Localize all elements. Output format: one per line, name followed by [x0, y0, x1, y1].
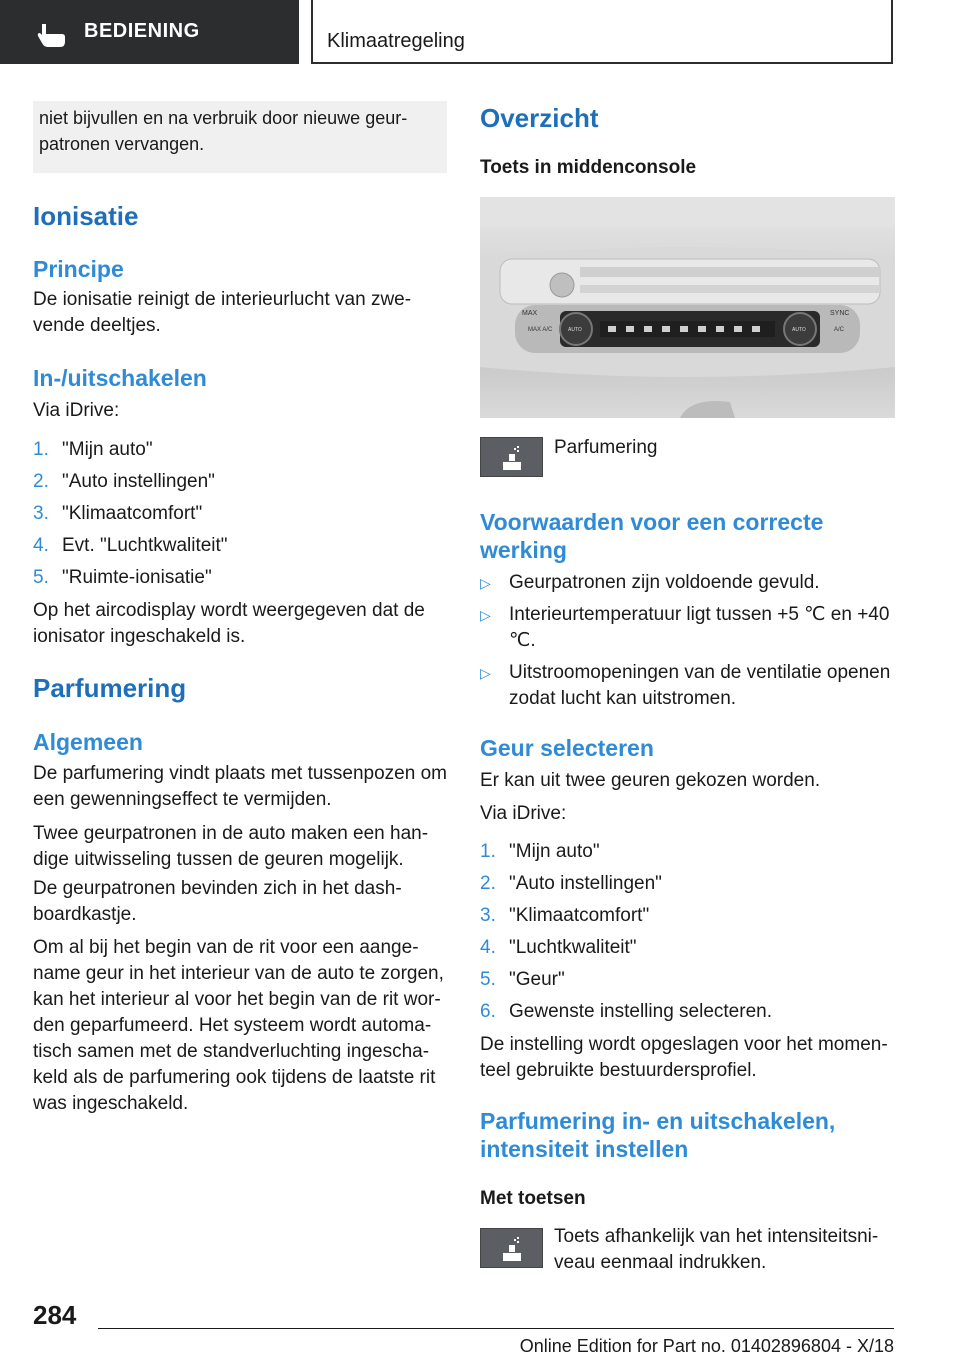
footer-edition: Online Edition for Part no. 01402896804 - X/18	[519, 1336, 894, 1356]
heading-toets-middenconsole: Toets in middenconsole	[480, 157, 697, 178]
heading-algemeen: Algemeen	[33, 729, 143, 755]
climate-control-photo	[480, 197, 895, 418]
ionisatie-result-text: Op het aircodisplay wordt weergegeven dat de ionisator ingeschakeld is.	[33, 600, 425, 647]
list-item: 5. "Geur"	[480, 969, 565, 990]
heading-voorwaarden: Voorwaarden voor een correcte werking	[480, 509, 824, 563]
heading-parfumering: Parfumering	[33, 673, 187, 703]
photo-label-ac: A/C	[834, 327, 845, 333]
triangle-bullet-icon: ▷	[480, 665, 491, 681]
section-label: BEDIENING	[84, 20, 200, 42]
photo-label-sync: SYNC	[830, 310, 850, 317]
chapter-header	[311, 0, 893, 64]
footer-divider	[98, 1328, 894, 1329]
geur-text: Er kan uit twee geuren gekozen worden.	[480, 770, 821, 791]
list-item: 1. "Mijn auto"	[480, 841, 600, 862]
list-item: 5. "Ruimte-ionisatie"	[33, 567, 212, 588]
triangle-bullet-icon: ▷	[480, 575, 491, 591]
fragrance-icon	[481, 1229, 542, 1267]
list-item: ▷ Geurpatronen zijn voldoende gevuld.	[480, 570, 894, 596]
hand-pointer-icon	[36, 22, 66, 48]
page-number: 284	[33, 1300, 77, 1330]
note-box	[33, 101, 447, 173]
list-item: 2. "Auto instellingen"	[480, 873, 662, 894]
photo-label-max: MAX	[522, 310, 538, 317]
via-idrive-text: Via iDrive:	[33, 400, 120, 421]
heading-principe: Principe	[33, 256, 124, 282]
perfume-button-icon-2	[480, 1228, 543, 1268]
chapter-title: Klimaatregeling	[327, 30, 465, 52]
list-item: 1. "Mijn auto"	[33, 439, 153, 460]
fragrance-icon	[481, 438, 542, 476]
list-item: 3. "Klimaatcomfort"	[33, 503, 203, 524]
photo-label-maxac: MAX A/C	[528, 327, 553, 333]
list-item: ▷ Uitstroomopeningen van de ventilatie openen zodat lucht kan uitstromen.	[480, 662, 891, 709]
conditions-list	[480, 570, 894, 718]
climate-panel-illustration	[480, 197, 895, 418]
algemeen-para-2: Twee geurpatronen in de auto maken een handige uitwisseling tussen de geuren mogelijk.	[33, 823, 429, 870]
via-idrive-text-2: Via iDrive:	[480, 803, 567, 824]
geur-result-text: De instelling wordt opgeslagen voor het momenteel gebruikte bestuurdersprofiel.	[480, 1034, 888, 1081]
perfume-button-icon	[480, 437, 543, 477]
photo-label-auto-left: AUTO	[568, 327, 582, 333]
list-item: 3. "Klimaatcomfort"	[480, 905, 650, 926]
heading-in-uitschakelen: In-/uitschakelen	[33, 365, 207, 391]
triangle-bullet-icon: ▷	[480, 607, 491, 623]
ionisatie-steps	[33, 437, 447, 597]
toets-text: Toets afhankelijk van het intensiteitsniveau eenmaal indrukken.	[554, 1226, 879, 1273]
parfumering-icon-label: Parfumering	[554, 437, 658, 458]
list-item: ▷ Interieurtemperatuur ligt tussen +5 ℃ en +40 ℃.	[480, 604, 890, 651]
list-item: 2. "Auto instellingen"	[33, 471, 215, 492]
principe-text: De ionisatie reinigt de interieurlucht van zwevende deeltjes.	[33, 289, 412, 336]
geur-steps	[480, 839, 894, 1031]
algemeen-para-3: De geurpatronen bevinden zich in het dashboardkastje.	[33, 878, 402, 925]
heading-overzicht: Overzicht	[480, 103, 599, 133]
note-text: niet bijvullen en na verbruik door nieuwe geurpatronen vervangen.	[39, 108, 408, 154]
heading-geur-selecteren: Geur selecteren	[480, 735, 654, 761]
heading-ionisatie: Ionisatie	[33, 201, 139, 231]
heading-met-toetsen: Met toetsen	[480, 1188, 586, 1209]
section-tab	[0, 0, 299, 64]
list-item: 4. "Luchtkwaliteit"	[480, 937, 637, 958]
heading-intensiteit: Parfumering in- en uitschakelen, intensiteit instellen	[480, 1108, 836, 1162]
list-item: 6. Gewenste instelling selecteren.	[480, 1001, 772, 1022]
photo-label-auto-right: AUTO	[792, 327, 806, 333]
algemeen-para-1: De parfumering vindt plaats met tussenpozen om een gewenningseffect te vermijden.	[33, 763, 447, 810]
algemeen-para-4: Om al bij het begin van de rit voor een aangename geur in het interieur van de auto te zorgen, kan het interieur al voor het begin van de rit worden geparfumeerd. Het systeem wordt automatisch samen met de standverluchting ingeschakeld als de parfumering ook tijdens de laatste rit was ingeschakeld.	[33, 937, 444, 1114]
list-item: 4. Evt. "Luchtkwaliteit"	[33, 535, 228, 556]
